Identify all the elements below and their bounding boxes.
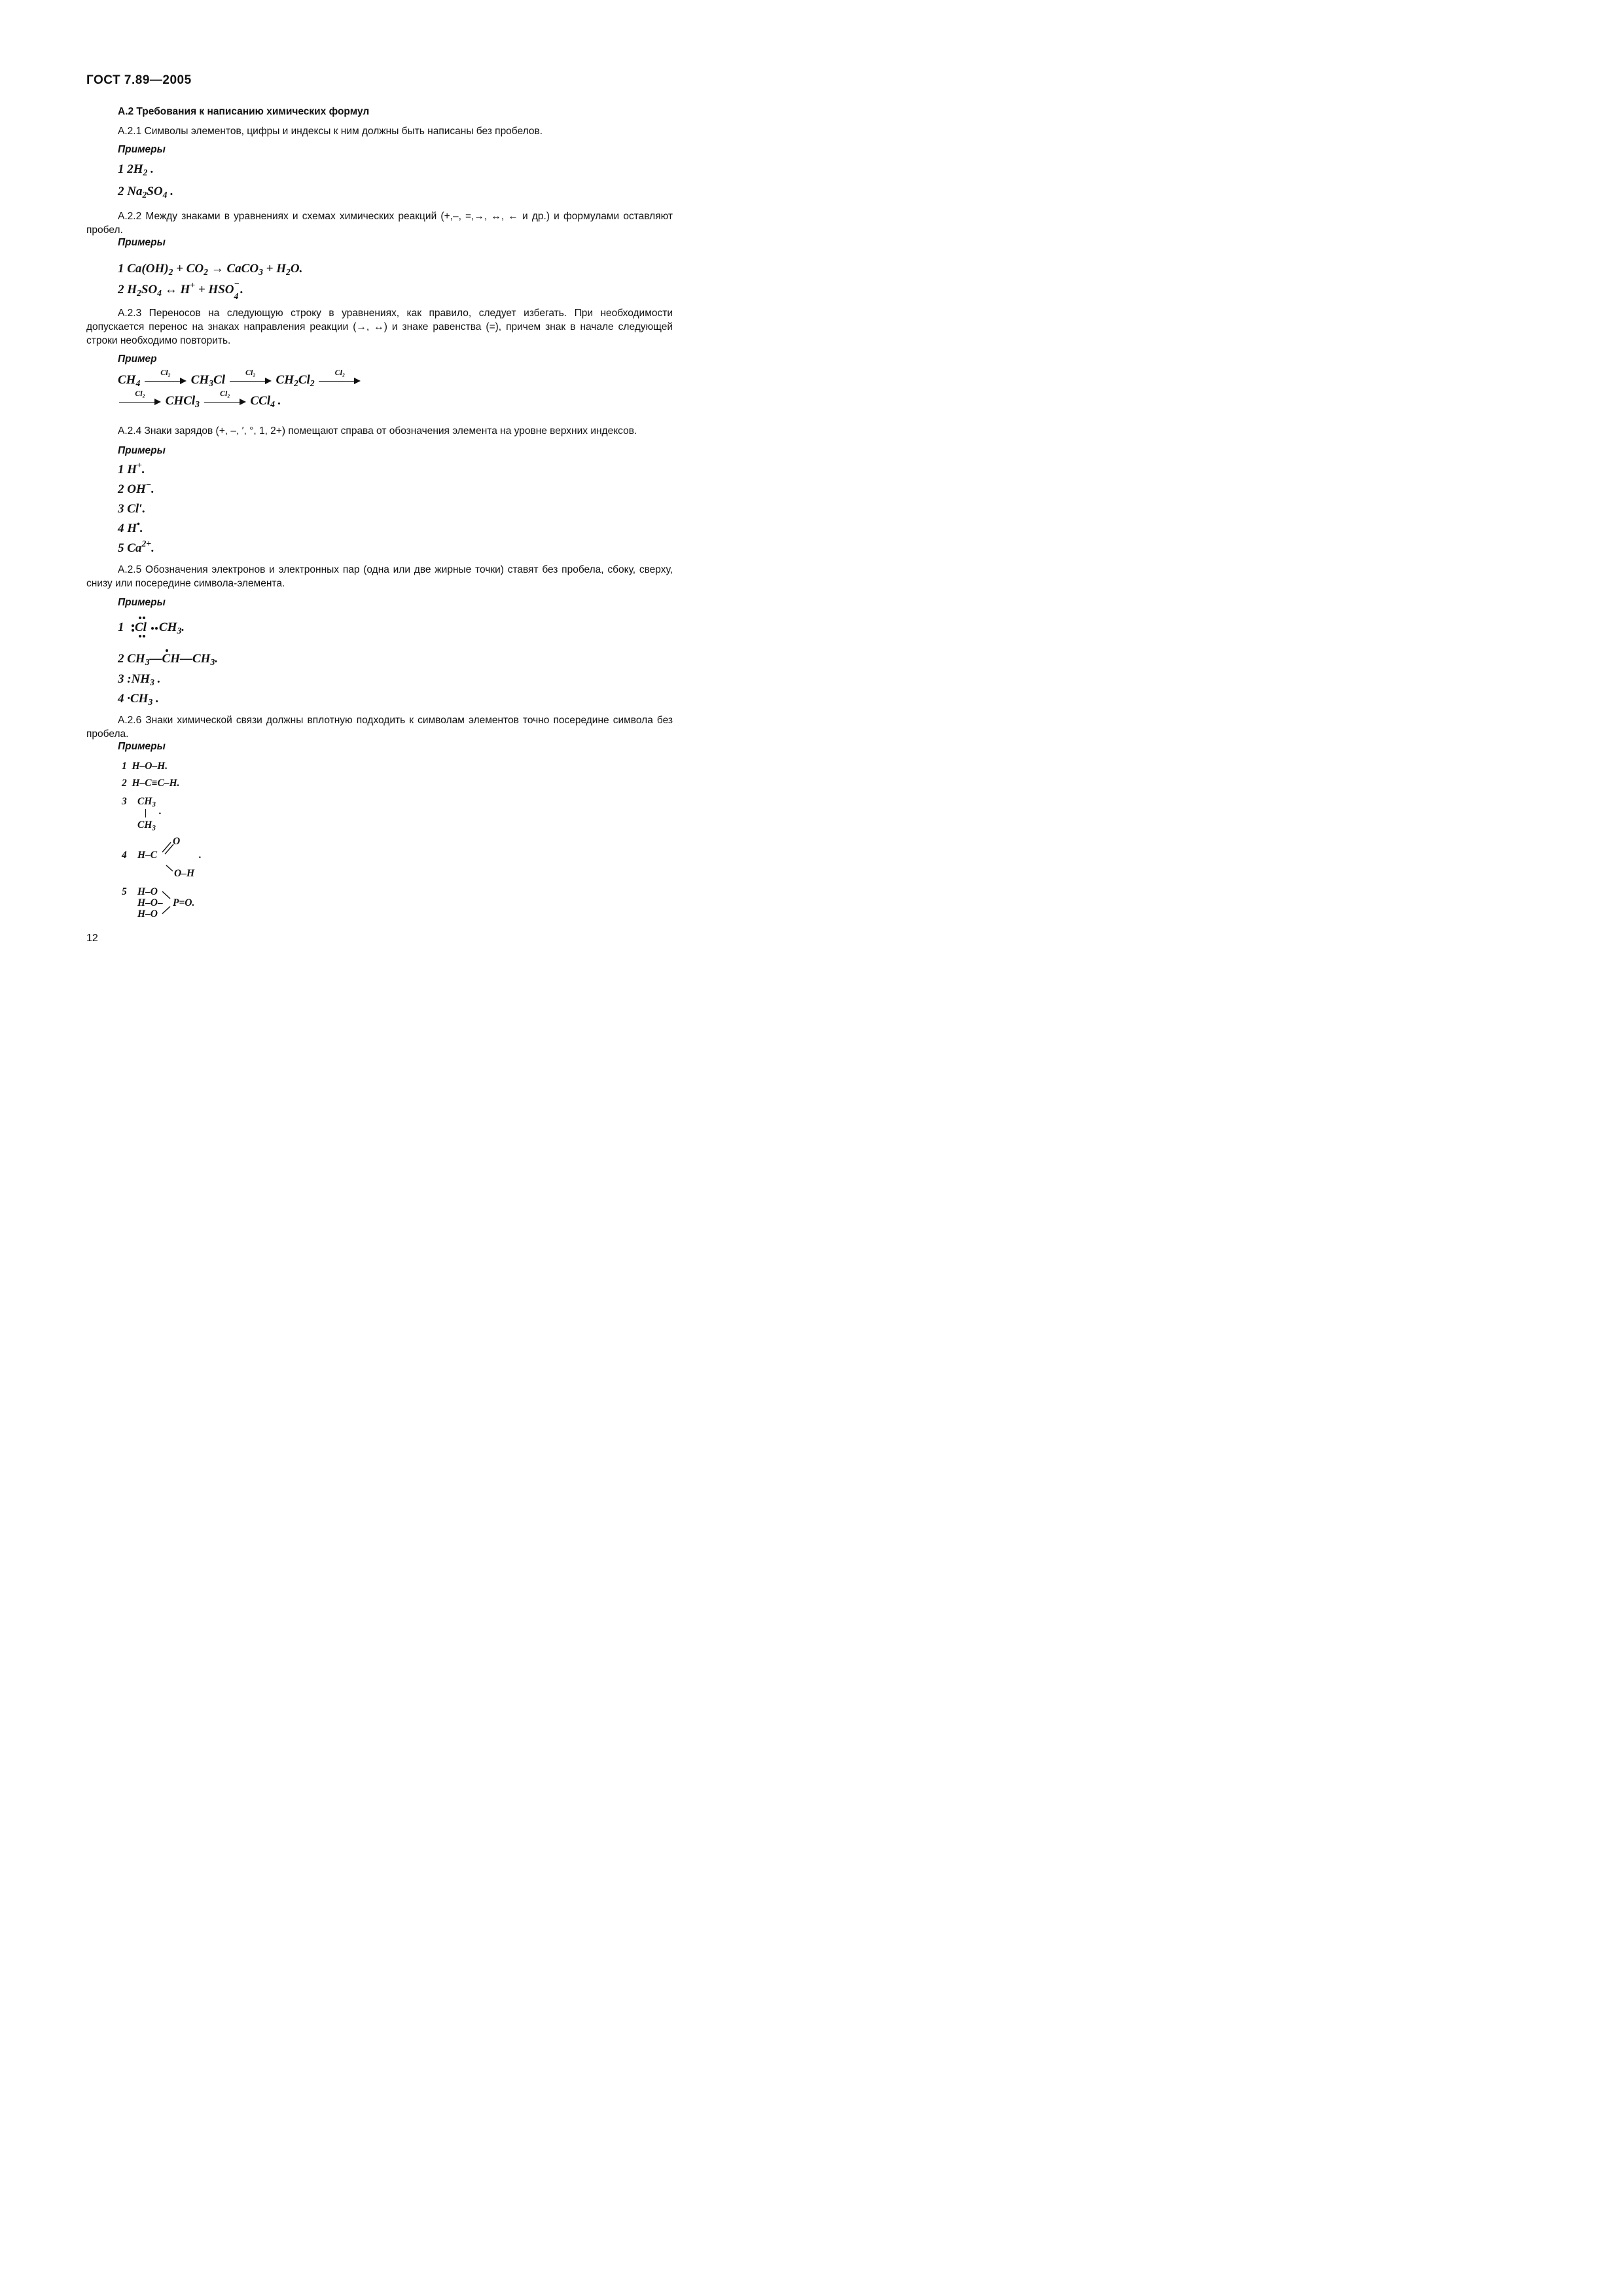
page-number: 12 (86, 933, 98, 944)
examples-label: Примеры (118, 144, 166, 155)
paragraph-a21: А.2.1 Символы элементов, цифры и индексы к ним должны быть написаны без пробелов. (118, 126, 543, 137)
formula-example: $4 \cdot CH_3$ . (118, 692, 159, 708)
electron-dot (139, 635, 141, 637)
formula-example: 3 $:NH_3$ . (118, 672, 161, 688)
formula-example: 1 $Ca(OH)_2 + CO_2$ → CaCO$_3$ + $H_2O$. (118, 262, 303, 278)
single-bond (166, 865, 173, 871)
formula-example: 2 $Na_2SO_4$ . (118, 185, 173, 200)
reaction-arrow: Cl₂ (230, 376, 272, 386)
bond-example: 5 (122, 886, 127, 897)
formula-example: 1 $2H_2$ . (118, 162, 154, 178)
formula-text: $CH_3$ (137, 796, 156, 809)
bond-example: 1 H–O–H. (122, 761, 168, 772)
double-bond (162, 842, 171, 852)
formula-text: P=O. (173, 897, 195, 908)
document-header: ГОСТ 7.89—2005 (86, 73, 192, 87)
single-bond (162, 891, 170, 899)
electron-dot (155, 627, 158, 630)
section-title: А.2 Требования к написанию химических формул (118, 106, 370, 117)
formula-example: 3 Cl′. (118, 502, 146, 516)
reaction-arrow: Cl₂ (204, 397, 246, 406)
formula-text: H–O (137, 886, 158, 897)
reaction-line-1: $CH_4$ Cl₂ $CH_3Cl$ Cl₂ $CH_2Cl_2$ Cl₂ (118, 373, 362, 387)
electron-dot (139, 617, 141, 619)
bond-example: 3 (122, 796, 127, 807)
formula-example: 5 $Ca^{2+}$. (118, 538, 154, 555)
formula-text: O (173, 836, 181, 847)
reaction-arrow: Cl₂ (145, 376, 187, 386)
formula-text: $CH_3$ (137, 819, 156, 833)
formula-example: 2 OH−. (118, 479, 154, 496)
electron-dot (151, 627, 154, 630)
formula-example: 2 $CH_3—CH—CH_3$. (118, 652, 219, 668)
formula-text: $CH_3$. (159, 620, 185, 636)
formula-example: 1 (118, 620, 124, 634)
formula-text: H–O (137, 908, 158, 920)
paragraph-a24: А.2.4 Знаки зарядов (+, –, ′, °, 1, 2+) помещают справа от обозначения элемента на уровне верхних индексов. (118, 425, 637, 437)
examples-label: Примеры (118, 597, 166, 608)
reaction-arrow: Cl₂ (319, 376, 361, 386)
formula-example: 4 H•. (118, 518, 143, 535)
electron-dot (132, 624, 134, 627)
paragraph-a23: А.2.3 Переносов на следующую строку в уравнениях, как правило, следует избегать. При необходимости допускается перенос на знаках направления реакции (→, ↔) и знаке равенства (=), причем знак в начале следующей строки необходимо повторить. (86, 308, 673, 346)
examples-label: Примеры (118, 741, 166, 752)
formula-text: Cl (135, 620, 147, 634)
electron-dot (143, 635, 145, 637)
formula-text: . (159, 806, 162, 817)
example-label: Пример (118, 353, 157, 365)
examples-label: Примеры (118, 237, 166, 248)
formula-text: H–O– (137, 897, 163, 908)
single-bond (162, 906, 170, 914)
formula-example: 1 H+. (118, 459, 145, 476)
formula-text: O–H (174, 868, 194, 879)
bond-example: 4 (122, 850, 127, 861)
document-page (0, 0, 720, 1018)
bond-example: 2 H–C≡C–H. (122, 778, 180, 789)
paragraph-a22: А.2.2 Между знаками в уравнениях и схемах химических реакций (+,–, =,→, ↔, ← и др.) и формулами оставляют пробел. (86, 211, 673, 236)
paragraph-a25: А.2.5 Обозначения электронов и электронных пар (одна или две жирные точки) ставят без пробела, сбоку, сверху, снизу или посередине символа-элемента. (86, 564, 673, 589)
paragraph-a26: А.2.6 Знаки химической связи должны вплотную подходить к символам элементов точно посередине символа без пробела. (86, 715, 673, 740)
examples-label: Примеры (118, 445, 166, 456)
bond-line (145, 809, 146, 817)
formula-text: . (199, 850, 202, 861)
reaction-arrow: Cl₂ (119, 397, 161, 406)
formula-example: 2 $H_2SO_4$ ↔ H+ + HSO − 4 . (118, 279, 243, 301)
electron-dot (132, 629, 134, 632)
reaction-line-2: Cl₂ CHCl$_3$ Cl₂ CCl$_4$ . (118, 394, 281, 408)
electron-dot (166, 649, 168, 652)
formula-text: H–C (137, 850, 158, 861)
electron-dot (143, 617, 145, 619)
